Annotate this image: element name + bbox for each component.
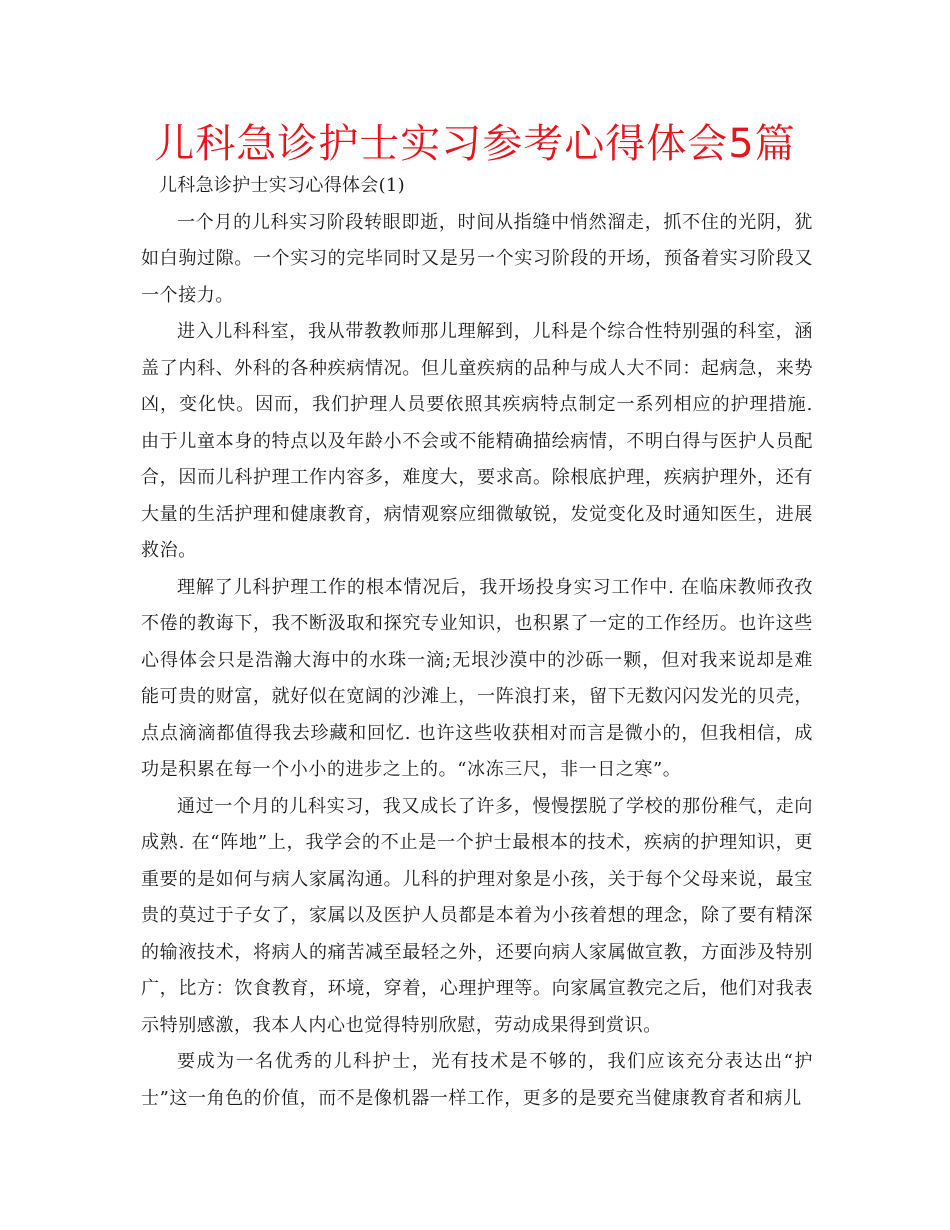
paragraph-5: 要成为一名优秀的儿科护士，光有技术是不够的，我们应该充分表达出“护士”这一角色的价值，而不是像机器一样工作，更多的是要充当健康教育者和病儿 — [141, 1051, 813, 1109]
document-body — [141, 168, 813, 1117]
document-title: 儿科急诊护士实习参考心得体会5篇 — [154, 121, 796, 167]
paragraph-1: 一个月的儿科实习阶段转眼即逝，时间从指缝中悄然溜走，抓不住的光阴，犹如白驹过隙。一个实习的完毕同时又是另一个实习阶段的开场，预备着实习阶段又一个接力。 — [141, 211, 813, 306]
paragraph-3: 理解了儿科护理工作的根本情况后，我开场投身实习工作中. 在临床教师孜孜不倦的教诲下，我不断汲取和探究专业知识，也积累了一定的工作经历。也许这些心得体会只是浩瀚大海中的水珠一滴;无垠沙漠中的沙砾一颗，但对我来说却是难能可贵的财富，就好似在宽阔的沙滩上，一阵浪打来，留下无数闪闪发光的贝壳，点点滴滴都值得我去珍藏和回忆. 也许这些收获相对而言是微小的，但我相信，成功是积累在每一个小小的进步之上的。“冰冻三尺，非一日之寒”。 — [141, 576, 813, 780]
document-subtitle: 儿科急诊护士实习心得体会(1) — [159, 175, 405, 196]
paragraph-4: 通过一个月的儿科实习，我又成长了许多，慢慢摆脱了学校的那份稚气，走向成熟. 在“阵地”上，我学会的不止是一个护士最根本的技术，疾病的护理知识，更重要的是如何与病人家属沟通。儿科的护理对象是小孩，关于每个父母来说，最宝贵的莫过于子女了，家属以及医护人员都是本着为小孩着想的理念，除了要有精深的输液技术，将病人的痛苦减至最轻之外，还要向病人家属做宣教，方面涉及特别广，比方：饮食教育，环境，穿着，心理护理等。向家属宣教完之后，他们对我表示特别感激，我本人内心也觉得特别欣慰，劳动成果得到赏识。 — [141, 795, 813, 1036]
paragraph-2: 进入儿科科室，我从带教教师那儿理解到，儿科是个综合性特别强的科室，涵盖了内科、外科的各种疾病情况。但儿童疾病的品种与成人大不同：起病急，来势凶，变化快。因而，我们护理人员要依照其疾病特点制定一系列相应的护理措施. 由于儿童本身的特点以及年龄小不会或不能精确描绘病情，不明白得与医护人员配合，因而儿科护理工作内容多，难度大，要求高。除根底护理，疾病护理外，还有大量的生活护理和健康教育，病情观察应细微敏锐，发觉变化及时通知医生，进展救治。 — [141, 321, 813, 561]
